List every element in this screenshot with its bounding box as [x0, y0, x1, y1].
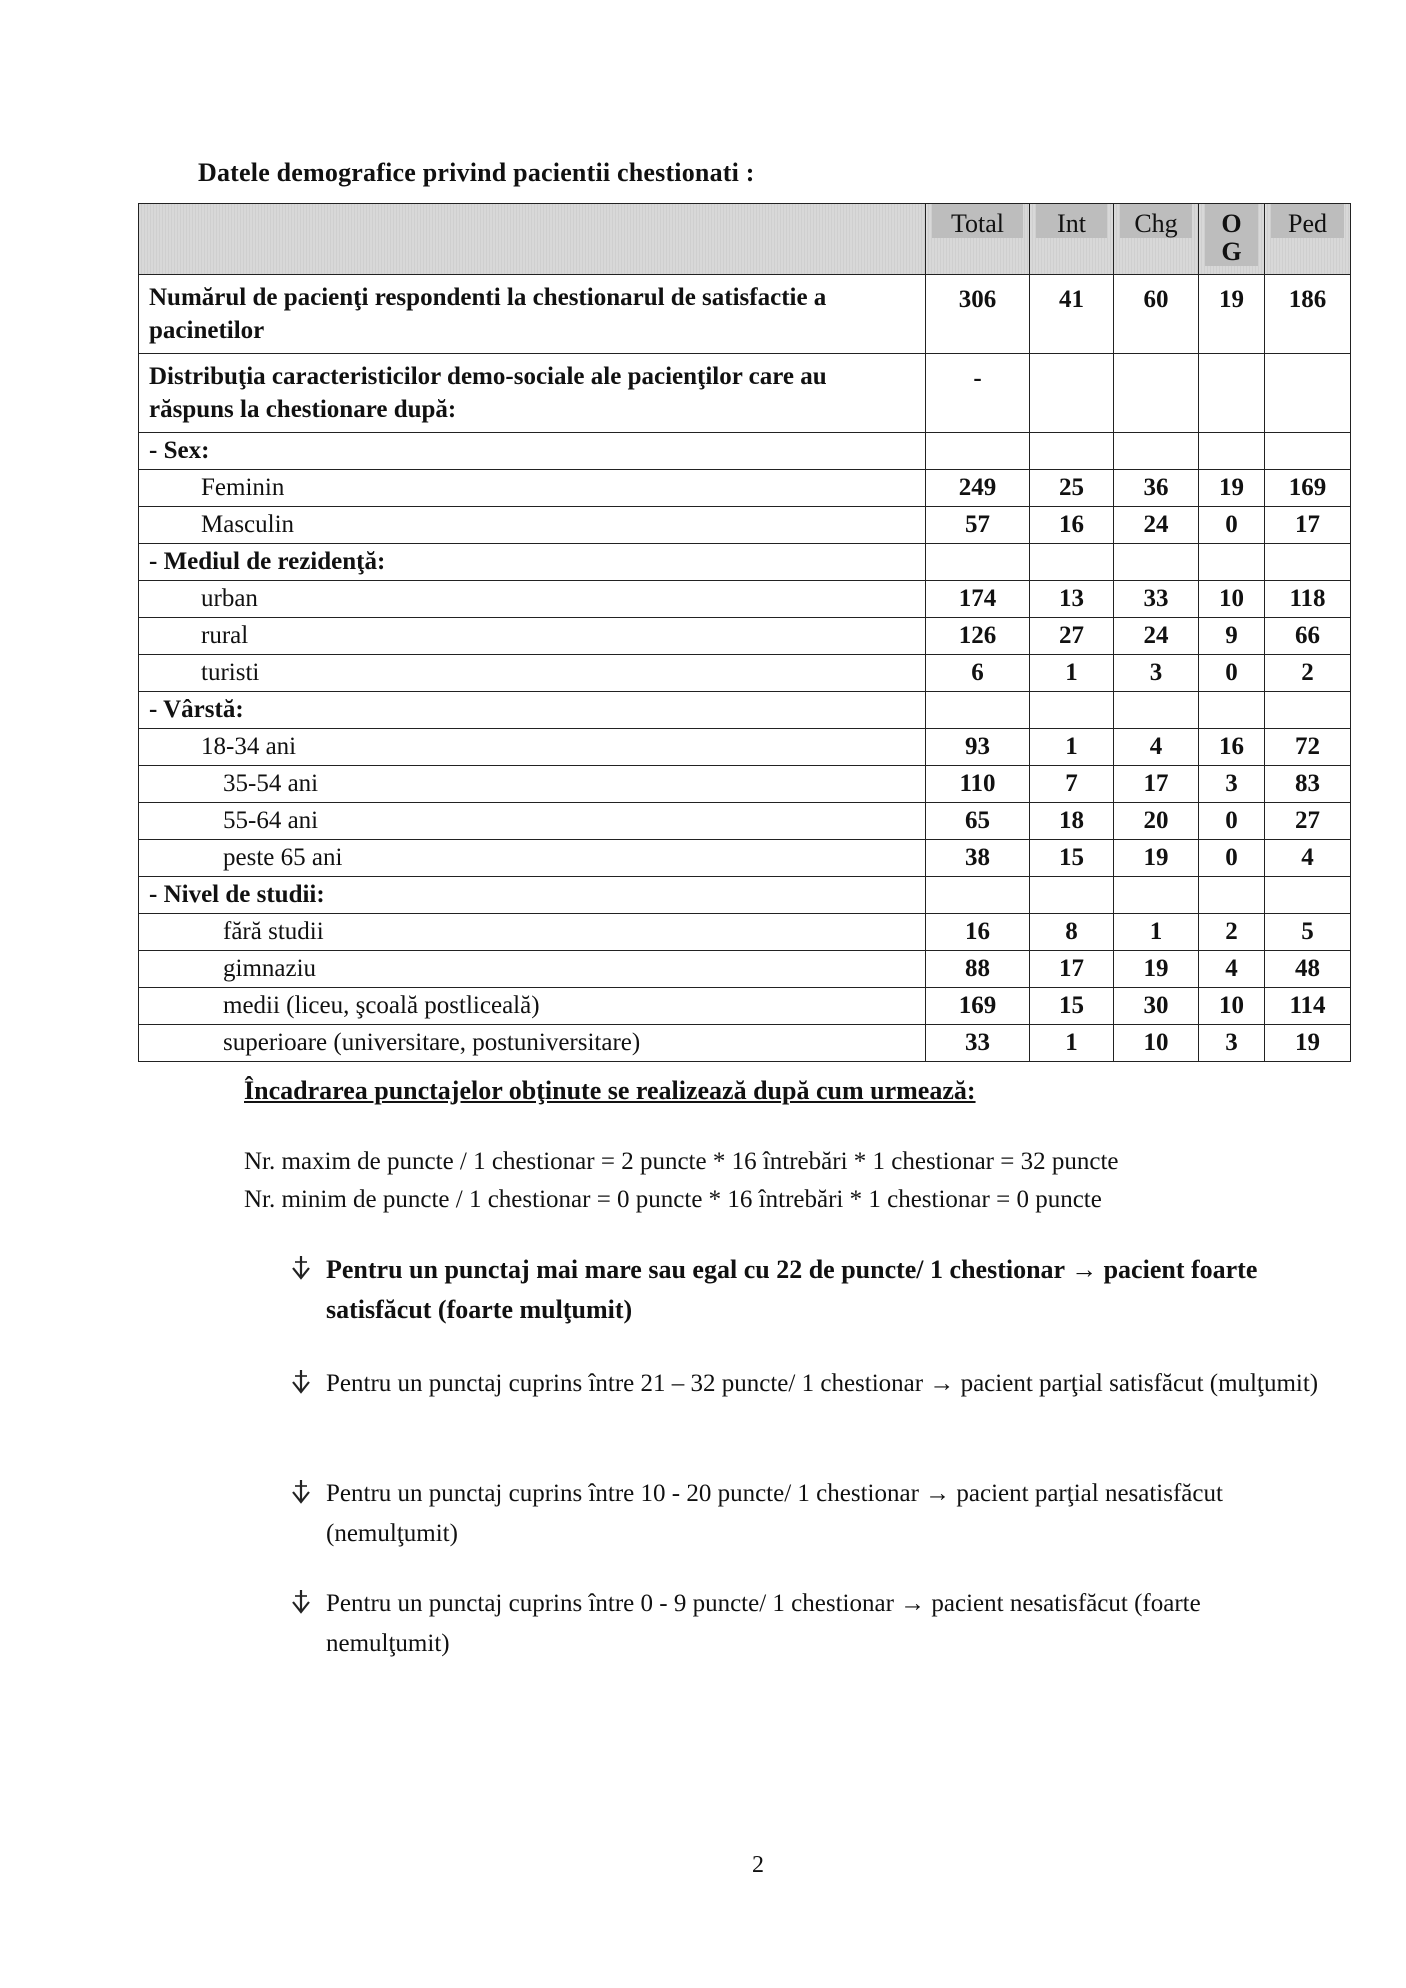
value-cell: 57 [926, 507, 1030, 544]
column-header: Ped [1271, 204, 1344, 238]
value-cell: 186 [1265, 275, 1351, 354]
value-cell: 33 [1114, 581, 1199, 618]
value-cell: 93 [926, 729, 1030, 766]
column-header: Int [1036, 204, 1107, 238]
value-cell [1114, 433, 1199, 470]
value-cell [1265, 354, 1351, 433]
value-cell [926, 544, 1030, 581]
value-cell [1199, 877, 1265, 914]
scoring-bullet [290, 1250, 1326, 1330]
value-cell [1199, 544, 1265, 581]
value-cell: 4 [1265, 840, 1351, 877]
row-label: peste 65 ani [139, 840, 926, 877]
value-cell: 15 [1030, 988, 1114, 1025]
value-cell: 27 [1265, 803, 1351, 840]
value-cell: 19 [1114, 840, 1199, 877]
value-cell: 2 [1199, 914, 1265, 951]
value-cell: 306 [926, 275, 1030, 354]
value-cell: 16 [926, 914, 1030, 951]
row-label: superioare (universitare, postuniversitare) [139, 1025, 926, 1062]
table-row [139, 470, 1351, 507]
value-cell: 60 [1114, 275, 1199, 354]
table-row [139, 692, 1351, 729]
bullet-text: Pentru un punctaj mai mare sau egal cu 22 de puncte/ 1 chestionar → pacient foarte satisfăcut (foarte mulţumit) [326, 1255, 1258, 1324]
table-row [139, 840, 1351, 877]
value-cell: 5 [1265, 914, 1351, 951]
value-cell [926, 877, 1030, 914]
down-arrow-bullet-icon [290, 1368, 312, 1394]
value-cell: 72 [1265, 729, 1351, 766]
value-cell [1114, 354, 1199, 433]
down-arrow-bullet-icon [290, 1254, 312, 1280]
value-cell: 126 [926, 618, 1030, 655]
row-label: turisti [139, 655, 926, 692]
value-cell: 17 [1114, 766, 1199, 803]
row-label: 35-54 ani [139, 766, 926, 803]
value-cell: 9 [1199, 618, 1265, 655]
value-cell: 13 [1030, 581, 1114, 618]
value-cell [1030, 433, 1114, 470]
value-cell [1265, 692, 1351, 729]
value-cell: 17 [1265, 507, 1351, 544]
value-cell: - [926, 354, 1030, 433]
row-label: - Vârstă: [139, 692, 926, 729]
table-row [139, 354, 1351, 433]
table-row [139, 914, 1351, 951]
value-cell: 0 [1199, 507, 1265, 544]
value-cell [1199, 433, 1265, 470]
value-cell: 19 [1199, 470, 1265, 507]
value-cell: 110 [926, 766, 1030, 803]
value-cell: 10 [1199, 988, 1265, 1025]
value-cell: 88 [926, 951, 1030, 988]
row-label: Numărul de pacienţi respondenti la chestionarul de satisfactie a pacinetilor [139, 275, 926, 354]
value-cell: 20 [1114, 803, 1199, 840]
page-number: 2 [752, 1852, 764, 1878]
table-row [139, 275, 1351, 354]
column-header: O G [1205, 204, 1258, 266]
table-heading: Datele demografice privind pacientii chestionati : [198, 158, 755, 187]
row-label: medii (liceu, şcoală postliceală) [139, 988, 926, 1025]
value-cell: 19 [1114, 951, 1199, 988]
row-label: - Mediul de rezidenţă: [139, 544, 926, 581]
value-cell: 10 [1199, 581, 1265, 618]
value-cell: 30 [1114, 988, 1199, 1025]
row-label: gimnaziu [139, 951, 926, 988]
header-cell-chg [1114, 204, 1199, 275]
value-cell: 66 [1265, 618, 1351, 655]
value-cell: 1 [1030, 729, 1114, 766]
value-cell: 36 [1114, 470, 1199, 507]
row-label: 55-64 ani [139, 803, 926, 840]
value-cell: 4 [1114, 729, 1199, 766]
value-cell: 169 [1265, 470, 1351, 507]
value-cell [1030, 544, 1114, 581]
table-row [139, 766, 1351, 803]
row-label: Masculin [139, 507, 926, 544]
value-cell: 174 [926, 581, 1030, 618]
column-header: Chg [1120, 204, 1192, 238]
scoring-bullet [290, 1584, 1326, 1664]
value-cell: 19 [1265, 1025, 1351, 1062]
value-cell [926, 433, 1030, 470]
value-cell: 1 [1030, 1025, 1114, 1062]
row-label: rural [139, 618, 926, 655]
value-cell [1030, 692, 1114, 729]
table-header-row [139, 204, 1351, 275]
bullet-text: Pentru un punctaj cuprins între 10 - 20 puncte/ 1 chestionar → pacient parţial nesatisfăcut (nemulţumit) [326, 1480, 1223, 1547]
demographics-table [138, 203, 1351, 1062]
value-cell: 25 [1030, 470, 1114, 507]
table-row [139, 803, 1351, 840]
value-cell: 118 [1265, 581, 1351, 618]
value-cell: 0 [1199, 840, 1265, 877]
scoring-bullet [290, 1474, 1326, 1554]
value-cell [1199, 692, 1265, 729]
table-row [139, 618, 1351, 655]
value-cell [1265, 544, 1351, 581]
row-label: fără studii [139, 914, 926, 951]
table-row [139, 581, 1351, 618]
table-row [139, 951, 1351, 988]
value-cell: 17 [1030, 951, 1114, 988]
value-cell [926, 692, 1030, 729]
value-cell [1265, 433, 1351, 470]
value-cell: 33 [926, 1025, 1030, 1062]
value-cell [1265, 877, 1351, 914]
value-cell [1030, 354, 1114, 433]
value-cell: 249 [926, 470, 1030, 507]
row-label: Feminin [139, 470, 926, 507]
header-cell-og [1199, 204, 1265, 275]
value-cell [1114, 877, 1199, 914]
row-label: 18-34 ani [139, 729, 926, 766]
value-cell: 114 [1265, 988, 1351, 1025]
value-cell: 6 [926, 655, 1030, 692]
value-cell: 1 [1114, 914, 1199, 951]
scoring-bullet [290, 1364, 1326, 1404]
value-cell: 3 [1114, 655, 1199, 692]
value-cell: 83 [1265, 766, 1351, 803]
value-cell: 48 [1265, 951, 1351, 988]
value-cell: 0 [1199, 655, 1265, 692]
table-row [139, 544, 1351, 581]
value-cell: 19 [1199, 275, 1265, 354]
value-cell: 24 [1114, 618, 1199, 655]
value-cell: 65 [926, 803, 1030, 840]
value-cell: 41 [1030, 275, 1114, 354]
formula-max: Nr. maxim de puncte / 1 chestionar = 2 puncte * 16 întrebări * 1 chestionar = 32 puncte [244, 1148, 1119, 1175]
value-cell: 18 [1030, 803, 1114, 840]
formula-min: Nr. minim de puncte / 1 chestionar = 0 puncte * 16 întrebări * 1 chestionar = 0 puncte [244, 1186, 1102, 1213]
value-cell: 2 [1265, 655, 1351, 692]
value-cell: 38 [926, 840, 1030, 877]
table-row [139, 507, 1351, 544]
bullet-text: Pentru un punctaj cuprins între 0 - 9 puncte/ 1 chestionar → pacient nesatisfăcut (foarte nemulţumit) [326, 1590, 1201, 1657]
value-cell [1114, 544, 1199, 581]
value-cell [1199, 354, 1265, 433]
header-cell-ped [1265, 204, 1351, 275]
row-label: - Sex: [139, 433, 926, 470]
table-row [139, 1025, 1351, 1062]
table-row [139, 729, 1351, 766]
table-row [139, 988, 1351, 1025]
scoring-subheading: Încadrarea punctajelor obţinute se realizează după cum urmează: [244, 1076, 976, 1105]
row-label: Distribuţia caracteristicilor demo-sociale ale pacienţilor care au răspuns la chestionare după: [139, 354, 926, 433]
value-cell: 16 [1030, 507, 1114, 544]
down-arrow-bullet-icon [290, 1588, 312, 1614]
value-cell: 15 [1030, 840, 1114, 877]
value-cell: 4 [1199, 951, 1265, 988]
value-cell: 3 [1199, 1025, 1265, 1062]
value-cell: 27 [1030, 618, 1114, 655]
value-cell: 24 [1114, 507, 1199, 544]
down-arrow-bullet-icon [290, 1478, 312, 1504]
header-cell-int [1030, 204, 1114, 275]
row-label: - Nivel de studii: [139, 877, 926, 914]
value-cell: 0 [1199, 803, 1265, 840]
column-header: Total [932, 204, 1023, 238]
header-cell-total [926, 204, 1030, 275]
value-cell: 1 [1030, 655, 1114, 692]
value-cell [1030, 877, 1114, 914]
value-cell [1114, 692, 1199, 729]
value-cell: 3 [1199, 766, 1265, 803]
table-row [139, 877, 1351, 914]
value-cell: 8 [1030, 914, 1114, 951]
value-cell: 169 [926, 988, 1030, 1025]
value-cell: 16 [1199, 729, 1265, 766]
value-cell: 7 [1030, 766, 1114, 803]
value-cell: 10 [1114, 1025, 1199, 1062]
header-label-cell [139, 204, 926, 275]
table-row [139, 433, 1351, 470]
row-label: urban [139, 581, 926, 618]
table-row [139, 655, 1351, 692]
bullet-text: Pentru un punctaj cuprins între 21 – 32 puncte/ 1 chestionar → pacient parţial satisfăcut (mulţumit) [326, 1370, 1319, 1397]
